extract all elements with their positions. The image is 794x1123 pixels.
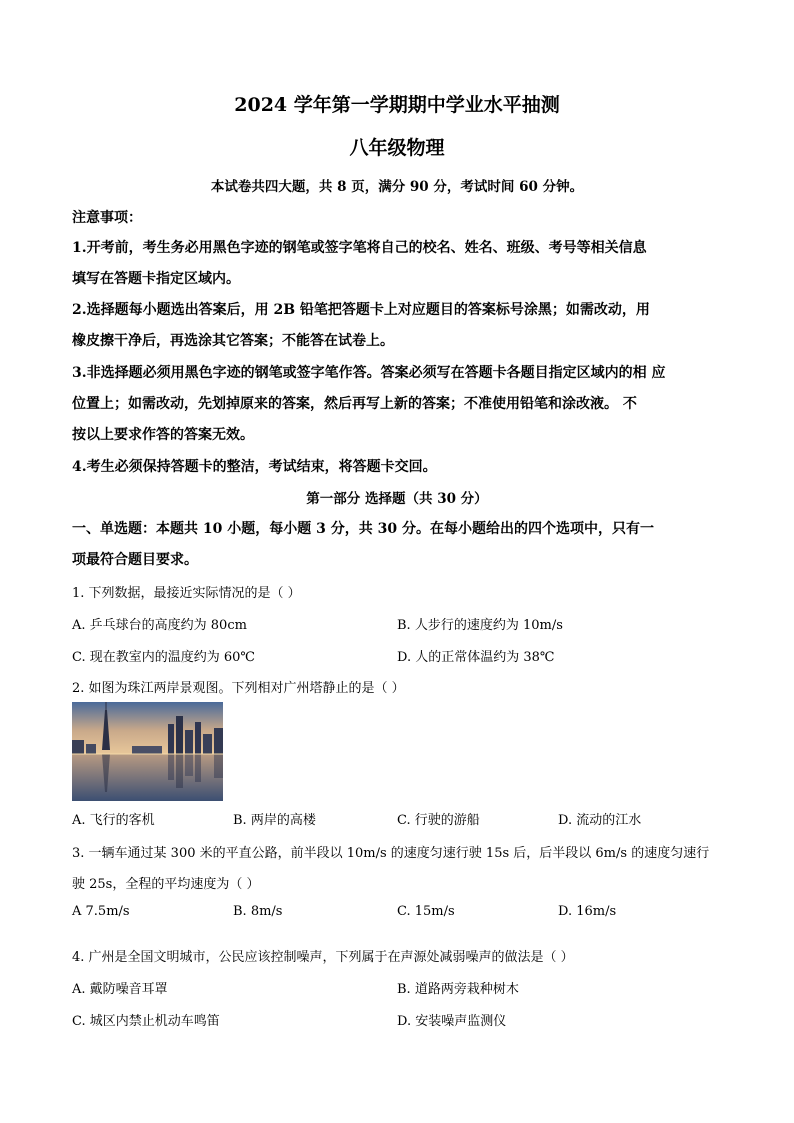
note-3-line-2: 位置上；如需改动，先划掉原来的答案，然后再写上新的答案；不准使用铅笔和涂改液。 不 [72, 396, 637, 412]
exam-title: 2024 学年第一学期期中学业水平抽测 [234, 94, 560, 116]
question-1-option-b: B. 人步行的速度约为 10m/s [397, 618, 563, 633]
exam-info: 本试卷共四大题，共 8 页，满分 90 分，考试时间 60 分钟。 [210, 179, 584, 195]
note-3-line-1: 3.非选择题必须用黑色字迹的钢笔或签字笔作答。答案必须写在答题卡各题目指定区域内的相 应 [72, 365, 666, 381]
question-1-option-d: D. 人的正常体温约为 38℃ [397, 650, 555, 665]
note-2-line-1: 2.选择题每小题选出答案后，用 2B 铅笔把答题卡上对应题目的答案标号涂黑；如需改动，用 [72, 302, 650, 318]
question-4-stem: 4. 广州是全国文明城市，公民应该控制噪声，下列属于在声源处减弱噪声的做法是（ ） [72, 950, 574, 965]
question-3-option-a: A 7.5m/s [72, 904, 130, 919]
question-4-option-b: B. 道路两旁栽种树木 [397, 982, 519, 997]
note-2-line-2: 橡皮擦干净后，再选涂其它答案；不能答在试卷上。 [72, 333, 394, 349]
question-1-stem: 1. 下列数据，最接近实际情况的是（ ） [72, 586, 301, 601]
note-4-line-1: 4.考生必须保持答题卡的整洁，考试结束，将答题卡交回。 [72, 459, 437, 475]
question-3-stem-line-2: 驶 25s，全程的平均速度为（ ） [72, 877, 260, 892]
question-1-option-a: A. 乒乓球台的高度约为 80cm [72, 618, 247, 633]
question-3-stem-line-1: 3. 一辆车通过某 300 米的平直公路，前半段以 10m/s 的速度匀速行驶 15s 后，后半段以 6m/s 的速度匀速行 [72, 846, 710, 861]
question-1-option-c: C. 现在教室内的温度约为 60℃ [72, 650, 255, 665]
question-2-option-b: B. 两岸的高楼 [233, 813, 316, 828]
note-3-line-3: 按以上要求作答的答案无效。 [72, 427, 254, 443]
question-4-option-d: D. 安装噪声监测仪 [397, 1014, 507, 1029]
question-3-option-d: D. 16m/s [558, 904, 617, 919]
question-3-option-c: C. 15m/s [397, 904, 455, 919]
question-4-option-a: A. 戴防噪音耳罩 [72, 982, 168, 997]
part1-title: 第一部分 选择题（共 30 分） [306, 491, 488, 507]
section-instruction-line-1: 一、单选题：本题共 10 小题，每小题 3 分，共 30 分。在每小题给出的四个选项中，只有一 [72, 521, 654, 537]
pearl-river-photo [72, 702, 223, 801]
exam-subject: 八年级物理 [349, 137, 445, 159]
question-3-option-b: B. 8m/s [233, 904, 283, 919]
question-4-option-c: C. 城区内禁止机动车鸣笛 [72, 1014, 220, 1029]
note-1-line-2: 填写在答题卡指定区域内。 [72, 271, 240, 287]
question-2-option-a: A. 飞行的客机 [72, 813, 155, 828]
section-instruction-line-2: 项最符合题目要求。 [72, 552, 198, 568]
notes-heading: 注意事项： [72, 210, 142, 226]
question-2-stem: 2. 如图为珠江两岸景观图。下列相对广州塔静止的是（ ） [72, 681, 405, 696]
question-2-option-c: C. 行驶的游船 [397, 813, 480, 828]
question-2-option-d: D. 流动的江水 [558, 813, 642, 828]
note-1-line-1: 1.开考前，考生务必用黑色字迹的钢笔或签字笔将自己的校名、姓名、班级、考号等相关信息 [72, 240, 647, 256]
